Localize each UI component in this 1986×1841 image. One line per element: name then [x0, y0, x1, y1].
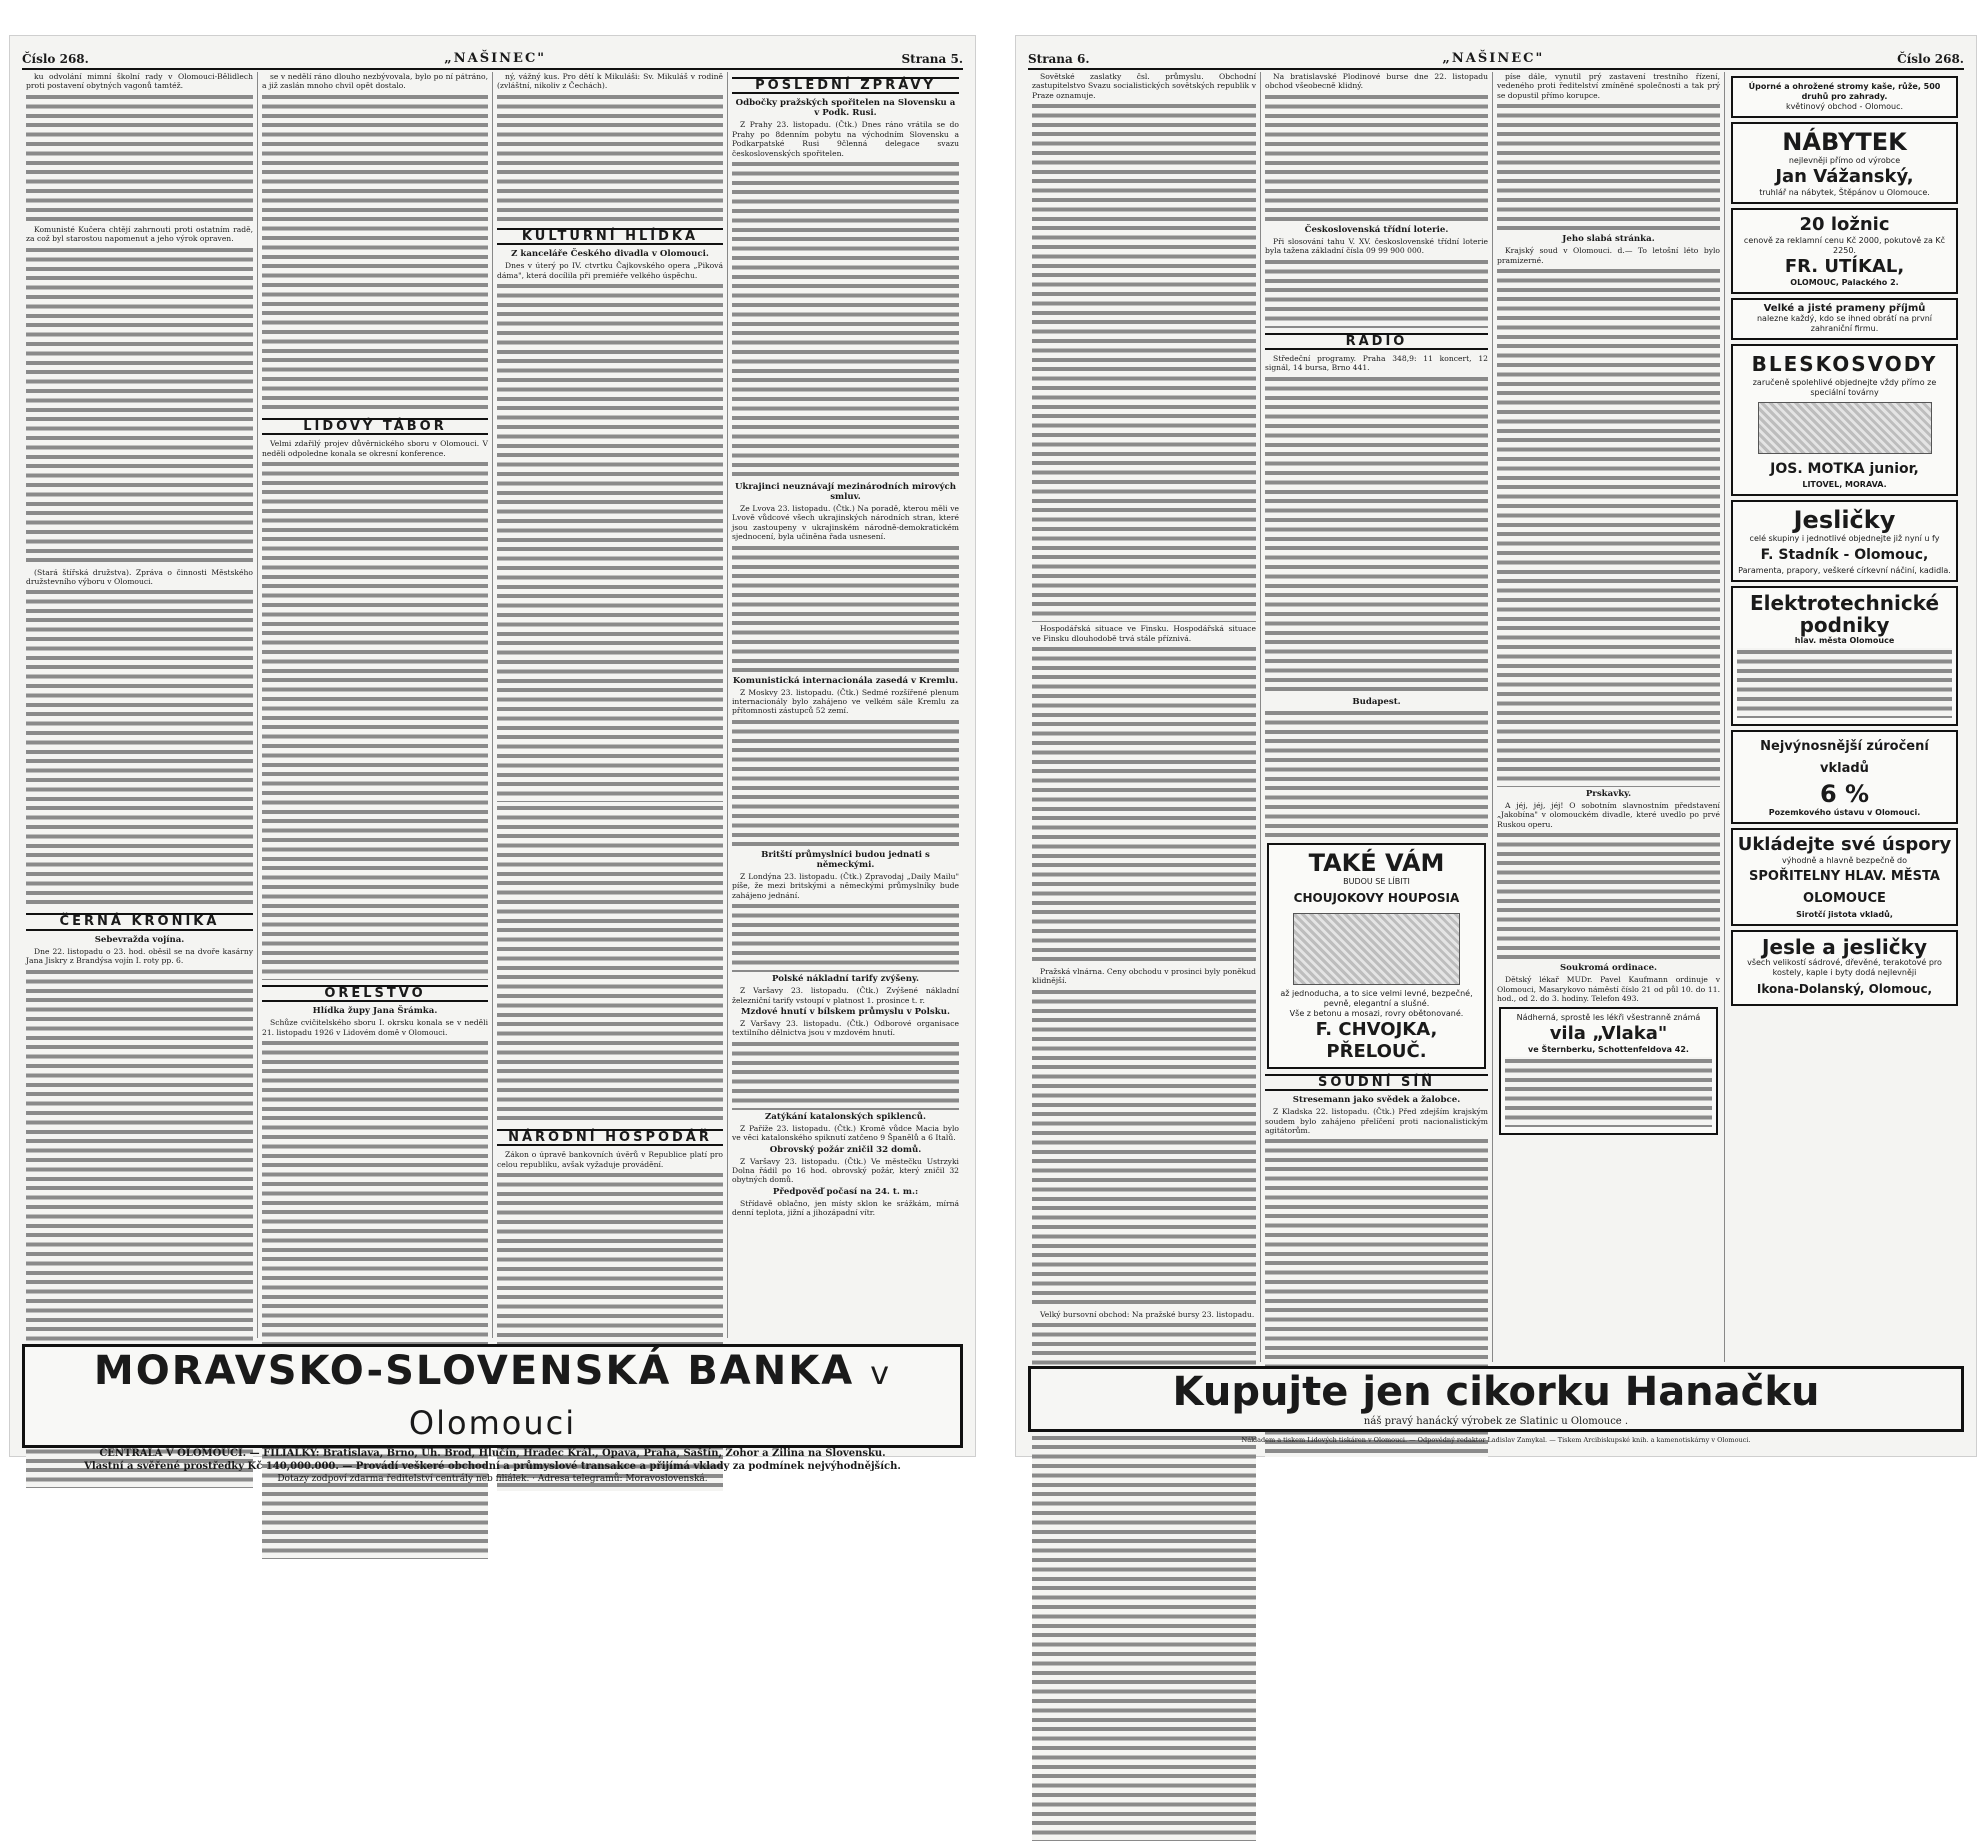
text-block: [1497, 267, 1720, 787]
ad-brand: F. Stadník - Olomouc,: [1760, 547, 1929, 563]
article-title: Stresemann jako svědek a žalobce.: [1292, 1095, 1461, 1106]
ad-line: Nádherná, sprostě les lékři všestranně známá: [1516, 1013, 1701, 1023]
text-block: [1265, 709, 1488, 839]
bank-name: MORAVSKO-SLOVENSKÁ BANKA: [93, 1348, 855, 1394]
bathtub-illustration: [1293, 913, 1461, 985]
ad-line: květinový obchod - Olomouc.: [1785, 102, 1904, 111]
ad-title: Jesličky: [1793, 506, 1896, 534]
ad-line: zaručeně spolehlivé objednejte vždy přímo ze speciální továrny: [1752, 378, 1937, 397]
article-lead: Zákon o úpravě bankovních úvěrů v Republice platí pro celou republiku, avšak vyžaduje provádění.: [497, 1150, 723, 1169]
article-title: Československá třídní loterie.: [1304, 224, 1449, 235]
income-advertisement: [1731, 298, 1958, 340]
article-lead: Dnes v úterý po IV. ctvrtku Čajkovského opera „Piková dáma", která docílila při premiéře velkého úspěchu.: [497, 261, 723, 280]
column-4-advertisements: [1724, 72, 1964, 1362]
ad-line: CHOUJOKOVY HOUPOSIA: [1293, 890, 1460, 905]
text-block: [26, 246, 253, 566]
article-title: Zatýkání katalonských spiklenců.: [765, 1111, 926, 1122]
text-block: [1497, 102, 1720, 232]
page-header: [22, 42, 963, 70]
chicory-advertisement: [1028, 1366, 1964, 1432]
article-lead: píse dále, vynutil prý zastavení trestního řízení, vedeného proti ředitelství zmíněné společnosti a tak prý se dopustil přímo korupce.: [1497, 72, 1720, 100]
page-number: Strana 5.: [901, 52, 963, 66]
issue-number: Číslo 268.: [1897, 52, 1964, 66]
furniture-advertisement: [1731, 122, 1958, 204]
ad-line: Pozemkového ústavu v Olomouci.: [1768, 808, 1921, 817]
text-block: [1265, 375, 1488, 695]
text-block: [732, 902, 959, 972]
ad-line: ve Šternberku, Schottenfeldova 42.: [1528, 1045, 1689, 1055]
text-block: [732, 544, 959, 674]
ad-line: nalezne každý, kdo se ihned obrátí na první zahraniční firmu.: [1756, 314, 1932, 333]
article-lead: Velmi zdařilý projev důvěrnického sboru v Olomouci. V neděli odpoledne konala se okresní konference.: [262, 439, 488, 458]
ad-line: všech velikostí sádrové, dřevěné, terakotové pro kostely, kaple i byty dodá nejlevněji: [1747, 958, 1942, 977]
text-block: [497, 804, 723, 1124]
article-lead: Z Kladska 22. listopadu. (Čtk.) Před zdejším krajským soudem bylo zahájeno přelíčení proti nacionalistickým agitátorům.: [1265, 1107, 1488, 1136]
article-lead: Z Prahy 23. listopadu. (Čtk.) Dnes ráno vrátila se do Prahy po 8denním pobytu na východním Slovensku a Podkarpatské Rusi 9členná delegace svazu československých spořitelen.: [732, 120, 959, 158]
section-heading: RADIO: [1265, 333, 1488, 350]
article-paragraph: Velký bursovní obchod: Na pražské bursy 23. listopadu.: [1040, 1309, 1255, 1319]
tree-shop-advertisement: [1731, 76, 1958, 118]
section-heading: POSLEDNÍ ZPRÁVY: [732, 77, 959, 94]
article-lead: Schůze cvičitelského sboru I. okrsku konala se v neděli 21. listopadu 1926 v Lidovém domě v Olomouci.: [262, 1018, 488, 1037]
bank-capital: Vlastní a svěřené prostředky Kč 140,000.000. — Provádí veškeré obchodní a průmyslové transakce a přijímá vklady za podmínek nejvýhodnějších.: [84, 1461, 901, 1472]
article-title: Odbočky pražských spořitelen na Slovensku a v Podk. Rusi.: [735, 98, 956, 119]
ad-brand: FR. UTÍKAL,: [1784, 256, 1905, 277]
ad-brand: JOS. MOTKA junior,: [1770, 461, 1919, 477]
article-lead: Dne 22. listopadu o 23. hod. oběsil se na dvoře kasárny Jana Jiskry z Brandýsa vojín I. roty pp. 6.: [26, 946, 253, 966]
section-heading: KULTURNÍ HLÍDKA: [497, 228, 723, 245]
ad-title: Velké a jisté prameny příjmů: [1763, 303, 1926, 314]
newspaper-page-6: [1016, 36, 1976, 1456]
text-block: [1265, 93, 1488, 223]
chvojka-advertisement: [1267, 843, 1486, 1069]
ad-line: LITOVEL, MORAVA.: [1802, 480, 1887, 489]
column-1: [22, 72, 257, 1338]
ad-title: TAKÉ VÁM: [1308, 848, 1445, 877]
nativity-advertisement: [1731, 500, 1958, 582]
text-block: [732, 1040, 959, 1110]
interest-rate: 6 %: [1819, 780, 1870, 808]
article-lead: Z Varšavy 23. listopadu. (Čtk.) Odborové organisace textilního dělnictva jsou v mzdovém hnutí.: [732, 1018, 959, 1038]
ad-line: celé skupiny i jednotlivé objednejte již nyní u fy: [1749, 534, 1940, 543]
article-lead: A jéj, jéj, jéj! O sobotním slavnostním představení „Jakobína" v olomouckém divadle, které uvedlo po prvé Ruskou operu.: [1497, 801, 1720, 829]
ad-title: BLESKOSVODY: [1751, 352, 1938, 376]
text-block: [1032, 102, 1256, 622]
bank-city: v Olomouci: [408, 1354, 892, 1442]
article-intro: ku odvolání mimní školní rady v Olomouci-Bělidlech proti postavení obytných vagonů tamtéž.: [26, 72, 253, 91]
article-lead: Krajský soud v Olomouci. d.— To letošní léto bylo pramizerné.: [1497, 246, 1720, 265]
section-heading: LIDOVÝ TÁBOR: [262, 418, 488, 435]
article-title: Hlídka župy Jana Šrámka.: [312, 1006, 438, 1017]
text-block: [26, 93, 253, 223]
imprint-footer: Nákladem a tiskem Lidových tiskáren v Olomouci. — Odpovědný redaktor Ladislav Zamykal. — Tiskem Arcibiskupské knih. a kamenotiskárny v Olomouci.: [1241, 1436, 1751, 1444]
column-2: [1260, 72, 1492, 1362]
ad-line: Vše z betonu a mosazi, rovry obětonované.: [1289, 1008, 1464, 1018]
column-4-latest-news: [727, 72, 963, 1338]
text-block: [1497, 831, 1720, 961]
forecast-title: Předpověď počasí na 24. t. m.:: [772, 1186, 919, 1197]
article-lead: Z Varšavy 23. listopadu. (Čtk.) Ve městečku Ustrzyki Dolna řádil po 16 hod. obrovský požár, který zničil 32 obytných domů.: [732, 1156, 959, 1185]
ad-title: vila „Vlaka": [1549, 1023, 1668, 1045]
section-heading: ORELSTVO: [262, 985, 488, 1002]
text-block: [26, 588, 253, 908]
article-paragraph: Pražská vlnárna. Ceny obchodu v prosinci byly poněkud klidnější.: [1032, 967, 1256, 986]
ad-line: cenově za reklamní cenu Kč 2000, pokutově za Kč 2250.: [1743, 236, 1946, 255]
column-3: [492, 72, 727, 1338]
ad-brand: F. CHVOJKA, PŘELOUČ.: [1315, 1018, 1438, 1062]
ad-line: Sirotčí jistota vkladů,: [1796, 910, 1893, 919]
article-lead: Z Paříže 23. listopadu. (Čtk.) Kromě vůdce Macia bylo ve věci katalonského spiknutí zatčeno 9 Španělů a 6 Italů.: [732, 1123, 959, 1143]
ad-title: Jesle a jesličky: [1762, 935, 1927, 959]
article-title: Obrovský požár zničil 32 domů.: [769, 1144, 922, 1155]
article-title: Polské nákladní tarify zvýšeny.: [771, 974, 920, 985]
lightning-rod-advertisement: [1731, 344, 1958, 496]
ad-line: Úporné a ohrožené stromy kaše, růže, 500 druhů pro zahrady.: [1748, 82, 1941, 101]
forecast-text: Střídavě oblačno, jen místy sklon ke srážkám, mírná denní teplota, jižní a jihozápadní vítr.: [732, 1198, 959, 1218]
vila-vlaka-advertisement: [1499, 1007, 1718, 1135]
text-block: [497, 93, 723, 223]
article-title: Komunistická internacionála zasedá v Kremlu.: [732, 675, 959, 686]
ad-line: truhlář na nábytek, Štěpánov u Olomouce.: [1759, 188, 1930, 197]
ad-line: Paramenta, prapory, veškeré církevní náčiní, kadidla.: [1738, 566, 1951, 575]
article-paragraph: (Stará štířská družstva). Zpráva o činnosti Městského družstevního výboru v Olomouci.: [26, 567, 253, 587]
ad-line: BUDOU SE LÍBITI: [1343, 876, 1410, 886]
issue-number: Číslo 268.: [22, 52, 89, 66]
article-lead: Ze Lvova 23. listopadu. (Čtk.) Na poradě, kterou měli ve Lvově vůdcové všech ukrajinských národních stran, které jsou zastoupeny v ukrajinském národně-demokratickém sjednocení, byla učiněna řada usnesení.: [732, 504, 959, 542]
bank-branches: CENTRÁLA V OLOMOUCI. — FILIÁLKY: Bratislava, Brno, Uh. Brod, Hlučín, Hradec Král., Opava, Praha, Šaštín, Zohor a Žilina na Slovensku.: [99, 1448, 886, 1459]
article-lead: Z Moskvy 23. listopadu. (Čtk.) Sedmé rozšířené plenum internacionály bylo zahájeno ve velkém sále Kremlu za přítomnosti zástupců 52 zemí.: [732, 687, 959, 716]
ad-brand: Jan Vážanský,: [1775, 166, 1914, 187]
article-paragraph: Komunisté Kučera chtějí zahrnouti proti ostatním radě, za což byl starostou napomenut a jeho výrok opraven.: [26, 224, 253, 244]
bank-contact: Dotazy zodpoví zdarma ředitelství centrály neb filiálek. · Adresa telegramů: Moravoslovenská.: [277, 1474, 708, 1484]
article-lead: Při slosování tahu V. XV. československé třídní loterie byla tažena základní čísla 09 99 900 000.: [1265, 236, 1488, 256]
ad-brand: SPOŘITELNY HLAV. MĚSTA OLOMOUCE: [1749, 869, 1940, 906]
article-title: Ukrajinci neuznávají mezinárodních mirových smluv.: [734, 482, 957, 503]
column-1: [1028, 72, 1260, 1362]
article-lead: ný, vážný kus. Pro dětí k Mikuláši: Sv. Mikuláš v rodině (zvláštní, nikoliv z Čechách).: [497, 72, 723, 91]
article-lead: Na bratislavské Plodinové burse dne 22. listopadu obchod všeobecně klidný.: [1265, 72, 1488, 91]
page-number: Strana 6.: [1028, 52, 1090, 66]
article-title: Z kanceláře Českého divadla v Olomouci.: [511, 249, 709, 260]
article-title: Britští průmyslníci budou jednati s německými.: [761, 849, 930, 870]
text-block: [262, 93, 488, 413]
bedroom-advertisement: [1731, 208, 1958, 294]
nativity-scenes-advertisement: [1731, 930, 1958, 1006]
article-title: Jeho slabá stránka.: [1562, 234, 1655, 245]
text-block: [1265, 258, 1488, 328]
ad-title: Nejvýnosnější zúročení vkladů: [1760, 739, 1929, 776]
ad-line: výhodně a hlavně bezpečně do: [1781, 856, 1908, 865]
ad-title: NÁBYTEK: [1782, 128, 1907, 156]
chicory-title: Kupujte jen cikorku Hanačku: [1172, 1369, 1820, 1415]
land-bank-advertisement: [1731, 730, 1958, 824]
column-2: [257, 72, 492, 1338]
article-paragraph: Dětský lékař MUDr. Pavel Kaufmann ordinuje v Olomouci, Masarykovo náměstí číslo 21 od půl 10. do 11. hod., od 2. do 3. hodiny. Telefon 493.: [1497, 975, 1720, 1004]
article-title: Prskavky.: [1585, 789, 1632, 800]
text-block: [732, 718, 959, 848]
section-heading: NÁRODNÍ HOSPODÁŘ: [497, 1129, 723, 1146]
page-header: [1028, 42, 1964, 70]
newspaper-title: „NAŠINEC": [444, 51, 547, 66]
text-block: [732, 160, 959, 480]
ad-title: Ukládejte své úspory: [1737, 834, 1952, 855]
text-block: [1032, 988, 1256, 1308]
article-lead: se v nedělí ráno dlouho nezbývovala, bylo po ní pátráno, a již zaslán mnoho chvil opět dostalo.: [262, 72, 488, 91]
ad-line: hlav. města Olomouce: [1794, 636, 1895, 645]
ad-title: Elektrotechnické podniky: [1749, 591, 1940, 637]
ad-title: 20 ložnic: [1799, 214, 1890, 235]
bank-name-line: [25, 1347, 960, 1447]
article-title: Sebevražda vojína.: [94, 934, 185, 945]
article-lead: Středeční programy. Praha 348,9: 11 koncert, 12 signál, 14 bursa, Brno 441.: [1265, 354, 1488, 373]
chicory-subtitle: náš pravý hanácký výrobek ze Slatinic u Olomouce .: [1363, 1416, 1629, 1427]
text-block: [262, 460, 488, 980]
electric-works-advertisement: [1731, 586, 1958, 726]
ad-brand: Ikona-Dolanský, Olomouc,: [1756, 982, 1933, 996]
text-block: [497, 282, 723, 802]
newspaper-page-5: [10, 36, 975, 1484]
article-lead: Sovětské zaslatky čsl. průmyslu. Obchodní zastupitelstvo Svazu socialistických sovětských republik v Praze oznamuje.: [1032, 72, 1256, 100]
article-title: Mzdové hnutí v bílskem průmyslu v Polsku.: [741, 1006, 950, 1017]
savings-bank-advertisement: [1731, 828, 1958, 926]
article-lead: Z Londýna 23. listopadu. (Čtk.) Zpravodaj „Daily Mailu" píše, že mezi britskými a německými průmyslníky bude zahájeno jednání.: [732, 871, 959, 900]
ad-line: nejlevněji přímo od výrobce: [1788, 156, 1901, 165]
article-paragraph: Hospodářská situace ve Finsku. Hospodářská situace ve Finsku dlouhodobě trvá stále příznivá.: [1032, 624, 1256, 643]
article-title: Soukromá ordinace.: [1559, 963, 1658, 974]
newspaper-title: „NAŠINEC": [1442, 51, 1545, 66]
column-3: [1492, 72, 1724, 1362]
bank-advertisement: [22, 1344, 963, 1484]
ad-line: až jednoducha, a to sice velmi levné, bezpečné, pevně, elegantní a slušné.: [1280, 988, 1473, 1008]
section-heading: ČERNÁ KRONIKA: [26, 913, 253, 930]
article-title: Budapest.: [1352, 696, 1401, 707]
castle-illustration: [1758, 402, 1932, 454]
ad-line: OLOMOUC, Palackého 2.: [1790, 278, 1899, 287]
section-heading: SOUDNÍ SÍŇ: [1265, 1074, 1488, 1091]
text-block: [1505, 1057, 1712, 1127]
text-block: [1737, 648, 1952, 718]
article-lead: Z Varšavy 23. listopadu. (Čtk.) Zvýšené nákladní železniční tarify vstoupí v platnost 1. prosince t. r.: [732, 986, 959, 1005]
text-block: [1032, 645, 1256, 965]
